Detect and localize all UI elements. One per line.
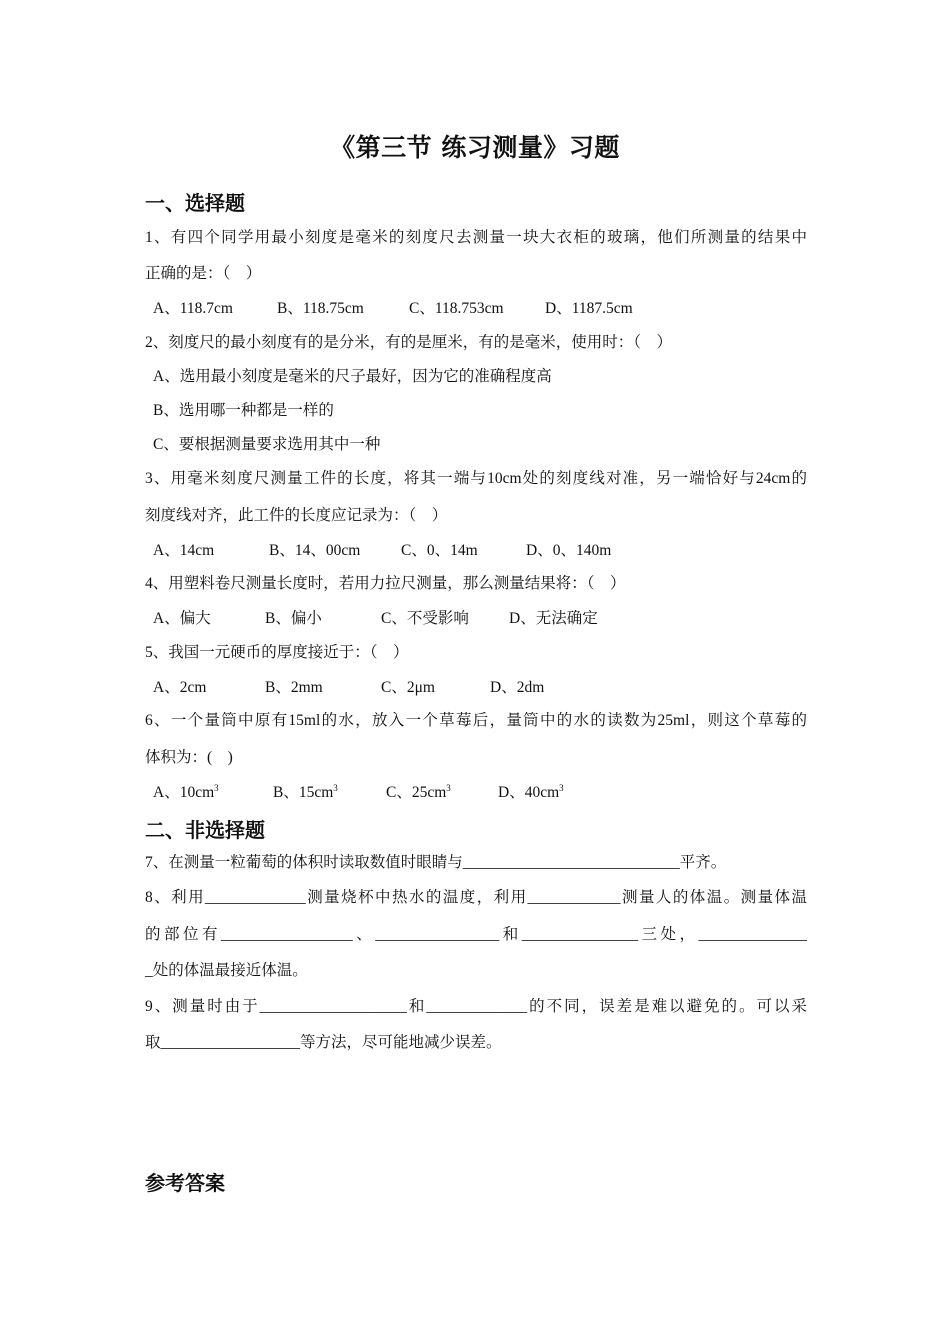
question-3-options xyxy=(153,540,611,562)
question-7-text: 7、在测量一粒葡萄的体积时读取数值时眼睛与____________________________平齐。 xyxy=(145,854,727,871)
superscript-3: 3 xyxy=(559,783,564,793)
option-c: C、0、14m xyxy=(401,542,478,559)
question-9-text: 9、测量时由于___________________和_____________的不同，误差是难以避免的。可以采 xyxy=(145,998,807,1015)
option-d: D、无法确定 xyxy=(509,610,598,627)
option-b: B、2mm xyxy=(265,679,323,696)
question-5-text: 5、我国一元硬币的厚度接近于：（ ） xyxy=(145,644,409,661)
question-6-text: 6、一个量筒中原有15ml的水，放入一个草莓后，量筒中的水的读数为25ml，则这个草莓的 xyxy=(145,712,807,729)
question-1-text: 1、有四个同学用最小刻度是毫米的刻度尺去测量一块大衣柜的玻璃，他们所测量的结果中 xyxy=(145,229,807,246)
question-6-options xyxy=(153,782,564,804)
question-2-option-c: C、要根据测量要求选用其中一种 xyxy=(153,436,381,453)
option-a: A、118.7cm xyxy=(153,300,233,317)
question-1-options xyxy=(153,298,633,320)
option-d: D、$40cm^3$ xyxy=(498,783,564,801)
superscript-3: 3 xyxy=(214,783,219,793)
option-b: B、$15cm^3$ xyxy=(273,783,338,801)
question-4-options xyxy=(153,608,598,630)
question-2-option-a: A、选用最小刻度是毫米的尺子最好，因为它的准确程度高 xyxy=(153,368,552,385)
question-8-text-end: _处的体温最接近体温。 xyxy=(145,962,308,979)
option-b: B、偏小 xyxy=(265,610,322,627)
option-a: A、14cm xyxy=(153,542,215,559)
section-heading-non-choice: 二、非选择题 xyxy=(145,818,265,842)
question-6-text-cont: 体积为：( ) xyxy=(145,749,233,766)
question-9-text-cont: 取__________________等方法，尽可能地减少误差。 xyxy=(145,1034,502,1051)
option-a: A、2cm xyxy=(153,679,207,696)
option-b: B、118.75cm xyxy=(277,300,364,317)
question-3-text: 3、用毫米刻度尺测量工件的长度，将其一端与10cm处的刻度线对准，另一端恰好与24cm的 xyxy=(145,470,807,487)
question-2-option-b: B、选用哪一种都是一样的 xyxy=(153,402,334,419)
superscript-3: 3 xyxy=(333,783,338,793)
option-c: C、118.753cm xyxy=(409,300,504,317)
question-8-text-cont: 的部位有_________________、________________和_______________三处，______________ xyxy=(145,926,807,943)
question-3-text-cont: 刻度线对齐，此工件的长度应记录为：（ ） xyxy=(145,507,448,524)
question-1-text-cont: 正确的是：（ ） xyxy=(145,265,262,282)
question-2-text: 2、刻度尺的最小刻度有的是分米，有的是厘米，有的是毫米，使用时：（ ） xyxy=(145,334,673,351)
superscript-3: 3 xyxy=(446,783,451,793)
option-c: C、2μm xyxy=(381,679,435,696)
option-d: D、0、140m xyxy=(526,542,612,559)
page-title: 《第三节 练习测量》习题 xyxy=(330,133,620,162)
option-a: A、偏大 xyxy=(153,610,211,627)
question-8-text: 8、利用_____________测量烧杯中热水的温度，利用____________测量人的体温。测量体温 xyxy=(145,889,807,906)
option-d: D、1187.5cm xyxy=(545,300,633,317)
option-a: A、$10cm^3$ xyxy=(153,783,219,801)
option-c: C、$25cm^3$ xyxy=(386,783,451,801)
option-d: D、2dm xyxy=(490,679,545,696)
option-b: B、14、00cm xyxy=(269,542,361,559)
section-heading-choice: 一、选择题 xyxy=(145,191,245,215)
question-5-options xyxy=(153,677,544,699)
option-c: C、不受影响 xyxy=(381,610,469,627)
question-4-text: 4、用塑料卷尺测量长度时，若用力拉尺测量，那么测量结果将：（ ） xyxy=(145,575,626,592)
section-heading-answers: 参考答案 xyxy=(145,1171,225,1195)
